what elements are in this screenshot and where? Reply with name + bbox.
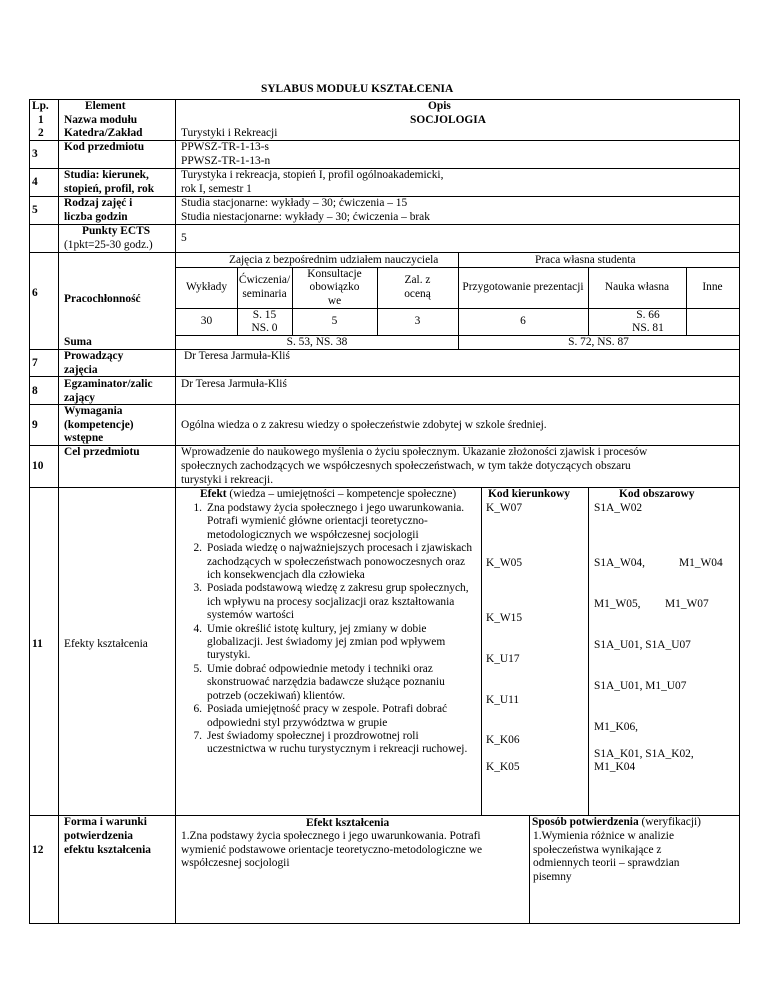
- row-label: Pracochłonność: [64, 293, 141, 305]
- table-border: [29, 99, 30, 924]
- row-value: rok I, semestr 1: [181, 183, 252, 195]
- row-number: 7: [32, 357, 38, 369]
- row-value: Ogólna wiedza o z zakresu wiedzy o społeczeństwie zdobytej w szkole średniej.: [181, 419, 547, 431]
- effect-item: [180, 730, 478, 757]
- effect-item: [180, 502, 478, 542]
- row-value: Dr Teresa Jarmuła-Kliś: [184, 350, 290, 362]
- kod-obszarowy: M1_K04: [594, 761, 636, 773]
- effects-header-bold: Efekt: [200, 488, 227, 500]
- row-number: 10: [32, 460, 44, 472]
- effect-number: 5.: [193, 662, 202, 675]
- header-efekt-ksztalcenia: Efekt kształcenia: [306, 817, 390, 829]
- kod-obszarowy: S1A_W04,: [594, 557, 645, 569]
- row-label: zajęcia: [64, 364, 98, 376]
- row-number: 5: [32, 204, 38, 216]
- row-label: Wymagania: [64, 405, 123, 417]
- row-label: Forma i warunki: [64, 816, 147, 828]
- header-sposob-rest: (weryfikacji): [638, 816, 701, 828]
- val-przygotowanie: 6: [520, 315, 526, 327]
- row-label: liczba godzin: [64, 211, 128, 223]
- header-element: Element: [85, 100, 126, 112]
- col-zaliczenie: Zal. z: [404, 274, 431, 286]
- val-konsultacje: 5: [331, 315, 338, 327]
- effect-number: 3.: [193, 582, 202, 595]
- efekt-line: współczesnej socjologii: [181, 857, 290, 869]
- col-wyklady: Wykłady: [185, 281, 228, 293]
- col-konsultacje: Konsultacje: [307, 268, 362, 280]
- row-label: efektu kształcenia: [64, 844, 151, 856]
- row-label: wstępne: [64, 432, 104, 444]
- row-divider: [29, 376, 739, 377]
- effect-number: 1.: [193, 502, 202, 514]
- sposob-line: społeczeństwa wynikające z: [533, 844, 662, 856]
- effect-text: Umie określić istotę kultury, jej zmiany w dobie globalizacji. Jest świadomy jej zmian pod wpływem turystyki.: [207, 622, 446, 662]
- kod-kierunkowy: K_K06: [486, 734, 520, 746]
- row-label: (1pkt=25-30 godz.): [64, 239, 153, 251]
- row-number: 9: [32, 419, 38, 431]
- effects-list: [180, 502, 478, 757]
- effect-text: Posiada podstawową wiedzę z zakresu grup społecznych, ich wpływu na procesy socjalizacji oraz kształtowania systemów wartości: [207, 582, 469, 622]
- kod-obszarowy: S1A_K01, S1A_K02,: [594, 748, 694, 760]
- effect-number: 6.: [193, 703, 202, 716]
- row-label: (kompetencje): [64, 419, 134, 431]
- header-sposob-bold: Sposób potwierdzenia: [532, 816, 639, 828]
- column-divider: [58, 99, 59, 924]
- group-header-teacher: Zajęcia z bezpośrednim udziałem nauczyciela: [229, 254, 439, 266]
- row-label: Punkty ECTS: [82, 225, 151, 237]
- kod-obszarowy: S1A_U01, S1A_U07: [594, 639, 691, 651]
- val-cwiczenia: S. 15: [252, 309, 277, 321]
- effect-item: [180, 623, 478, 663]
- row-value: Studia stacjonarne: wykłady – 30; ćwiczenia – 15: [181, 197, 408, 209]
- table-border: [29, 923, 739, 924]
- kod-kierunkowy: K_W15: [486, 612, 523, 624]
- val-nauka: NS. 81: [632, 322, 664, 334]
- kod-obszarowy: S1A_U01, M1_U07: [594, 680, 687, 692]
- row-label: potwierdzenia: [64, 830, 133, 842]
- row-label: Studia: kierunek,: [64, 169, 149, 181]
- column-divider: [529, 815, 530, 923]
- row-value: Turystyki i Rekreacji: [181, 127, 278, 139]
- row-label: Efekty kształcenia: [64, 638, 148, 650]
- row-divider: [29, 404, 739, 405]
- row-label: Kod przedmiotu: [64, 141, 145, 153]
- col-zaliczenie: oceną: [404, 288, 431, 300]
- col-nauka: Nauka własna: [604, 281, 670, 293]
- kod-kierunkowy: K_U17: [486, 653, 520, 665]
- effect-item: [180, 582, 478, 622]
- row-label: Prowadzący: [64, 350, 124, 362]
- row-value: PPWSZ-TR-1-13-s: [181, 141, 269, 153]
- row-number: 2: [38, 127, 44, 139]
- effects-header: [200, 488, 456, 501]
- effect-number: 2.: [193, 542, 202, 555]
- suma-student: S. 72, NS. 87: [568, 336, 629, 348]
- module-name: SOCJOLOGIA: [410, 114, 486, 126]
- effect-text: Posiada wiedzę o najważniejszych procesach i zjawiskach zachodzących w społeczeństwach ponowoczesnych oraz ich konsekwencjach dla człowieka: [207, 542, 473, 582]
- effect-text: Jest świadomy społecznej i prozdrowotnej roli uczestnictwa w ruchu turystycznym i rekreacji ruchowej.: [207, 729, 468, 756]
- kod-obszarowy: M1_W07: [665, 598, 709, 610]
- effect-number: 7.: [193, 729, 202, 742]
- val-zaliczenie: 3: [414, 315, 421, 327]
- row-number: 8: [32, 385, 38, 397]
- row-number: 11: [32, 638, 43, 650]
- effect-item: [180, 703, 478, 730]
- effects-header-rest: (wiedza – umiejętności – kompetencje społeczne): [226, 488, 457, 500]
- column-divider: [588, 487, 589, 815]
- document-title: SYLABUS MODUŁU KSZTAŁCENIA: [261, 83, 454, 95]
- row-label: zający: [64, 392, 95, 404]
- efekt-line: wymienić podstawowe orientacje teoretyczno-metodologiczne we: [181, 844, 483, 856]
- col-konsultacje: we: [327, 295, 342, 307]
- row-value: Studia niestacjonarne: wykłady – 30; ćwiczenia – brak: [181, 211, 430, 223]
- goal-line: społecznych zachodzących we współczesnych społeczeństwach, w tym także dotyczących obszaru: [181, 460, 631, 472]
- suma-teacher: S. 53, NS. 38: [286, 336, 348, 348]
- column-divider: [481, 487, 482, 815]
- col-inne: Inne: [702, 281, 723, 293]
- sposob-line: pisemny: [533, 871, 572, 883]
- column-divider: [175, 99, 176, 924]
- val-nauka: S. 66: [636, 309, 660, 321]
- col-przygotowanie: Przygotowanie prezentacji: [462, 281, 584, 293]
- val-wyklady: 30: [200, 315, 213, 327]
- kod-kierunkowy: K_W05: [486, 557, 523, 569]
- group-header-student: Praca własna studenta: [535, 254, 636, 266]
- row-number: 4: [32, 176, 38, 188]
- row-label: Katedra/Zakład: [64, 127, 143, 139]
- suma-label: Suma: [64, 336, 92, 348]
- header-kod-kierunkowy: Kod kierunkowy: [488, 488, 570, 500]
- row-value: PPWSZ-TR-1-13-n: [181, 155, 271, 167]
- col-konsultacje: obowiązko: [309, 281, 360, 293]
- header-kod-obszarowy: Kod obszarowy: [619, 488, 695, 500]
- row-number: 12: [32, 844, 44, 856]
- table-border: [29, 99, 739, 100]
- col-cwiczenia: Ćwiczenia/: [238, 274, 291, 286]
- goal-line: turystyki i rekreacji.: [181, 474, 274, 486]
- effect-number: 4.: [193, 622, 202, 635]
- effect-text: Zna podstawy życia społecznego i jego uwarunkowania. Potrafi wymienić główne orientacji teoretyczno-metodologicznych we współczesnej socjologii: [207, 502, 465, 541]
- effect-item: [180, 542, 478, 582]
- ects-value: 5: [181, 232, 187, 244]
- kod-kierunkowy: K_U11: [486, 694, 520, 706]
- row-value: Turystyka i rekreacja, stopień I, profil ogólnoakademicki,: [181, 169, 444, 181]
- header-opis: Opis: [428, 100, 451, 112]
- row-number: 6: [32, 287, 38, 299]
- val-cwiczenia: NS. 0: [251, 322, 278, 334]
- header-lp: Lp.: [32, 100, 49, 112]
- kod-obszarowy: M1_K06,: [594, 721, 638, 733]
- effect-text: Umie dobrać odpowiednie metody i techniki oraz skonstruować narzędzia badawcze służące poznaniu potrzeb (oczekiwań) klientów.: [207, 662, 445, 702]
- row-number: 3: [32, 148, 38, 160]
- row-label: Rodzaj zajęć i: [64, 197, 133, 209]
- row-number: 1: [38, 114, 44, 126]
- kod-obszarowy: M1_W04: [679, 557, 723, 569]
- header-sposob: [532, 816, 701, 829]
- row-label: stopień, profil, rok: [64, 183, 155, 195]
- row-value: Dr Teresa Jarmuła-Kliś: [181, 378, 287, 390]
- table-border: [739, 99, 740, 924]
- kod-obszarowy: S1A_W02: [594, 502, 643, 514]
- goal-line: Wprowadzenie do naukowego myślenia o życiu społecznym. Ukazanie złożoności zjawisk i procesów: [181, 446, 648, 458]
- sposob-line: odmiennych teorii – sprawdzian: [533, 857, 680, 869]
- effect-text: Posiada umiejętność pracy w zespole. Potrafi dobrać odpowiedni styl przywództwa w grupie: [207, 703, 448, 729]
- kod-obszarowy: M1_W05,: [594, 598, 641, 610]
- kod-kierunkowy: K_W07: [486, 502, 523, 514]
- sposob-line: 1.Wymienia różnice w analizie: [533, 830, 674, 842]
- kod-kierunkowy: K_K05: [486, 761, 520, 773]
- row-label: Egzaminator/zalic: [64, 378, 153, 390]
- col-cwiczenia: seminaria: [242, 288, 287, 300]
- row-label: Cel przedmiotu: [64, 446, 140, 458]
- effect-item: [180, 663, 478, 703]
- efekt-line: 1.Zna podstawy życia społecznego i jego uwarunkowania. Potrafi: [181, 830, 481, 842]
- row-label: Nazwa modułu: [64, 114, 138, 126]
